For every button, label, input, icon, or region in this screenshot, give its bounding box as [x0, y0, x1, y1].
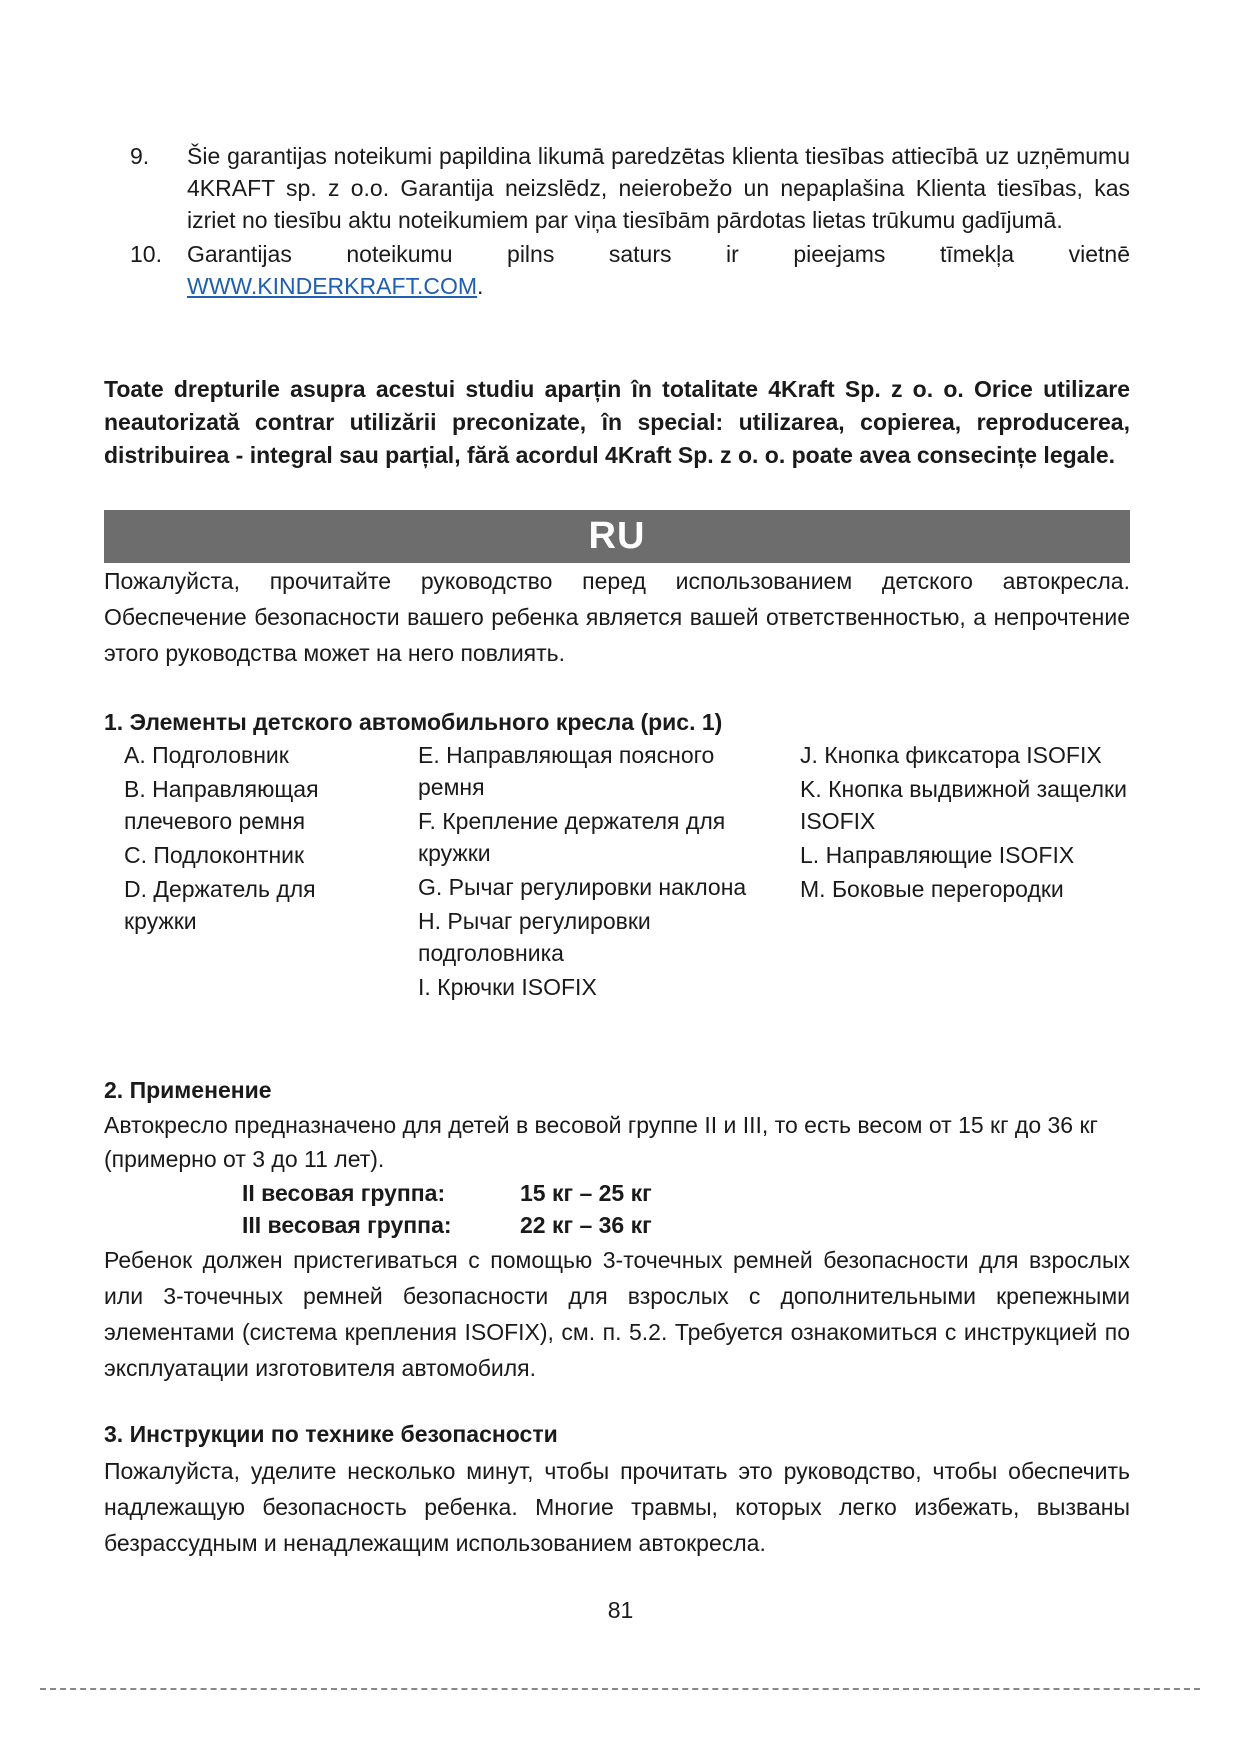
part-item: C. Подлоконтник [124, 842, 305, 868]
link-trailing-punctuation: . [477, 273, 484, 299]
kinderkraft-website-link[interactable]: WWW.KINDERKRAFT.COM [187, 273, 478, 299]
page-number: 81 [607, 1597, 634, 1623]
weight-group-range: 15 кг – 25 кг [520, 1180, 652, 1206]
part-item: K. Кнопка выдвижной защелки ISOFIX [800, 776, 1127, 834]
part-item: D. Держатель для кружки [124, 876, 316, 934]
weight-group-range: 22 кг – 36 кг [520, 1212, 652, 1238]
list-item [130, 238, 1130, 302]
list-item-text: Garantijas noteikumu pilns saturs ir pieejams tīmekļa vietnē [187, 241, 1130, 267]
list-item-text: Šie garantijas noteikumi papildina likumā paredzētas klienta tiesības attiecībā uz uzņēmumu 4KRAFT sp. z o.o. Garantija neizslēdz, neierobežo un nepaplašina Klienta tiesības, kas izriet no tiesību aktu noteikumiem par viņa tiesībām pārdotas lietas trūkumu gadījumā. [187, 143, 1130, 233]
weight-group-label: II весовая группа: [242, 1180, 446, 1206]
part-item: L. Направляющие ISOFIX [800, 842, 1075, 868]
list-item-number: 9. [130, 143, 150, 169]
section-2-seatbelt-paragraph: Ребенок должен пристегиваться с помощью 3-точечных ремней безопасности для взрослых или 3-точечных ремней безопасности для взрослых с дополнительными крепежными элементами (система крепления ISOFIX), см. п. 5.2. Требуется ознакомиться с инструкцией по эксплуатации изготовителя автомобиля. [104, 1247, 1130, 1381]
parts-column-1 [124, 739, 384, 939]
footer-divider [40, 1688, 1200, 1690]
section-2-paragraph: Автокресло предназначено для детей в весовой группе II и III, то есть весом от 15 кг до 36 кг (примерно от 3 до 11 лет). [104, 1112, 1098, 1172]
part-item: J. Кнопка фиксатора ISOFIX [800, 742, 1102, 768]
part-item: A. Подголовник [124, 742, 289, 768]
intro-paragraph: Пожалуйста, прочитайте руководство перед использованием детского автокресла. Обеспечение безопасности вашего ребенка является вашей ответственностью, а непрочтение этого руководства может на него повлиять. [104, 568, 1130, 666]
copyright-notice: Toate drepturile asupra acestui studiu aparțin în totalitate 4Kraft Sp. z o. o. Orice utilizare neautorizată contrar utilizării preconizate, în special: utilizarea, copierea, reproducerea, distribuirea - integral sau parțial, fără acordul 4Kraft Sp. z o. o. poate avea consecințe legale. [104, 376, 1130, 468]
part-item: B. Направляющая плечевого ремня [124, 776, 319, 834]
part-item: I. Крючки ISOFIX [418, 974, 597, 1000]
part-item: G. Рычаг регулировки наклона [418, 874, 747, 900]
list-item-number: 10. [130, 241, 162, 267]
list-item [130, 140, 1130, 236]
part-item: M. Боковые перегородки [800, 876, 1064, 902]
weight-group-row [242, 1177, 652, 1209]
part-item: F. Крепление держателя для кружки [418, 808, 726, 866]
parts-column-2 [418, 739, 763, 1005]
latvian-warranty-list [130, 140, 1130, 304]
part-item: E. Направляющая поясного ремня [418, 742, 715, 800]
weight-group-row [242, 1209, 652, 1241]
weight-group-label: III весовая группа: [242, 1212, 452, 1238]
language-section-band: RU [104, 510, 1130, 563]
part-item: H. Рычаг регулировки подголовника [418, 908, 651, 966]
parts-column-3 [800, 739, 1140, 907]
section-3-title: 3. Инструкции по технике безопасности [104, 1421, 558, 1447]
section-3-paragraph: Пожалуйста, уделите несколько минут, чтобы прочитать это руководство, чтобы обеспечить надлежащую безопасность ребенка. Многие травмы, которых легко избежать, вызваны безрассудным и ненадлежащим использованием автокресла. [104, 1458, 1130, 1556]
section-1-title: 1. Элементы детского автомобильного кресла (рис. 1) [104, 709, 723, 735]
section-2-title: 2. Применение [104, 1077, 272, 1103]
